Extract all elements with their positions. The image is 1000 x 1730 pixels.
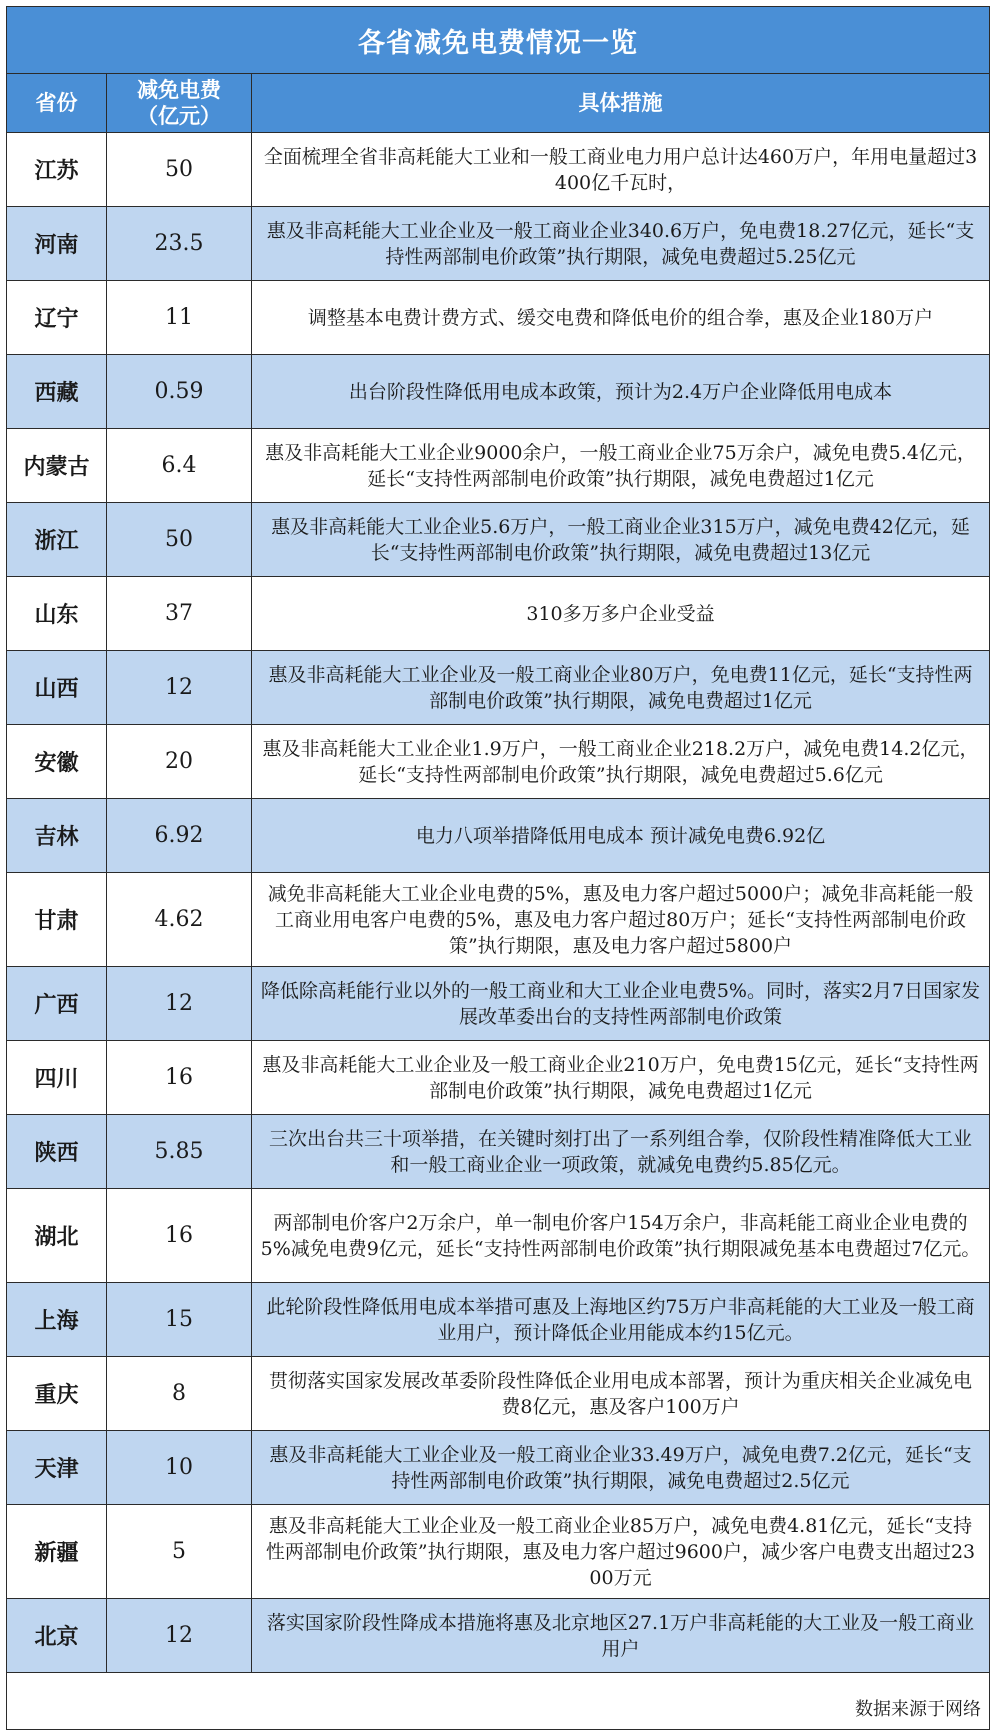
province-cell: 甘肃 — [7, 873, 107, 967]
province-cell: 天津 — [7, 1431, 107, 1505]
measures-cell: 减免非高耗能大工业企业电费的5%，惠及电力客户超过5000户；减免非高耗能一般工商业用电客户电费的5%，惠及电力客户超过80万户；延长“支持性两部制电价政策”执行期限，惠及电力客户超过5800户 — [252, 873, 990, 967]
measures-cell: 降低除高耗能行业以外的一般工商业和大工业企业电费5%。同时，落实2月7日国家发展改革委出台的支持性两部制电价政策 — [252, 967, 990, 1041]
table-row — [7, 1505, 990, 1599]
table-row — [7, 207, 990, 281]
amount-cell: 20 — [107, 725, 252, 799]
table-title: 各省减免电费情况一览 — [7, 7, 990, 74]
amount-cell: 12 — [107, 651, 252, 725]
province-cell: 上海 — [7, 1283, 107, 1357]
measures-cell: 惠及非高耗能大工业企业及一般工商业企业80万户，免电费11亿元，延长“支持性两部制电价政策”执行期限，减免电费超过1亿元 — [252, 651, 990, 725]
table-row — [7, 503, 990, 577]
electricity-fee-table-sheet — [6, 6, 989, 1730]
table-row — [7, 429, 990, 503]
header-amount-line2: （亿元） — [137, 104, 221, 128]
measures-cell: 惠及非高耗能大工业企业1.9万户，一般工商业企业218.2万户，减免电费14.2亿元，延长“支持性两部制电价政策”执行期限，减免电费超过5.6亿元 — [252, 725, 990, 799]
table-row — [7, 355, 990, 429]
table-row — [7, 967, 990, 1041]
province-cell: 辽宁 — [7, 281, 107, 355]
measures-cell: 两部制电价客户2万余户，单一制电价客户154万余户，非高耗能工商业企业电费的5%减免电费9亿元，延长“支持性两部制电价政策”执行期限减免基本电费超过7亿元。 — [252, 1189, 990, 1283]
province-cell: 北京 — [7, 1599, 107, 1673]
amount-cell: 12 — [107, 967, 252, 1041]
province-cell: 四川 — [7, 1041, 107, 1115]
amount-cell: 0.59 — [107, 355, 252, 429]
table-row — [7, 1599, 990, 1673]
amount-cell: 23.5 — [107, 207, 252, 281]
table-row — [7, 1189, 990, 1283]
table-row — [7, 1041, 990, 1115]
measures-cell: 出台阶段性降低用电成本政策，预计为2.4万户企业降低用电成本 — [252, 355, 990, 429]
province-cell: 广西 — [7, 967, 107, 1041]
data-source-note: 数据来源于网络 — [7, 1673, 990, 1730]
amount-cell: 8 — [107, 1357, 252, 1431]
province-cell: 新疆 — [7, 1505, 107, 1599]
header-province: 省份 — [7, 74, 107, 133]
table-body — [7, 133, 990, 1730]
measures-cell: 惠及非高耗能大工业企业5.6万户，一般工商业企业315万户，减免电费42亿元，延长“支持性两部制电价政策”执行期限，减免电费超过13亿元 — [252, 503, 990, 577]
table-row — [7, 1115, 990, 1189]
measures-cell: 310多万多户企业受益 — [252, 577, 990, 651]
table-row — [7, 1283, 990, 1357]
province-cell: 山东 — [7, 577, 107, 651]
table-row — [7, 281, 990, 355]
amount-cell: 50 — [107, 133, 252, 207]
amount-cell: 4.62 — [107, 873, 252, 967]
amount-cell: 6.4 — [107, 429, 252, 503]
province-cell: 浙江 — [7, 503, 107, 577]
province-cell: 陕西 — [7, 1115, 107, 1189]
measures-cell: 三次出台共三十项举措，在关键时刻打出了一系列组合拳，仅阶段性精准降低大工业和一般工商业企业一项政策，就减免电费约5.85亿元。 — [252, 1115, 990, 1189]
province-cell: 河南 — [7, 207, 107, 281]
measures-cell: 惠及非高耗能大工业企业及一般工商业企业85万户，减免电费4.81亿元，延长“支持性两部制电价政策”执行期限，惠及电力客户超过9600户，减少客户电费支出超过2300万元 — [252, 1505, 990, 1599]
province-cell: 湖北 — [7, 1189, 107, 1283]
header-amount — [107, 74, 252, 133]
province-cell: 西藏 — [7, 355, 107, 429]
table-row — [7, 133, 990, 207]
amount-cell: 5.85 — [107, 1115, 252, 1189]
table-row — [7, 651, 990, 725]
measures-cell: 全面梳理全省非高耗能大工业和一般工商业电力用户总计达460万户，年用电量超过3400亿千瓦时， — [252, 133, 990, 207]
table-row — [7, 1357, 990, 1431]
measures-cell: 惠及非高耗能大工业企业及一般工商业企业33.49万户，减免电费7.2亿元，延长“支持性两部制电价政策”执行期限，减免电费超过2.5亿元 — [252, 1431, 990, 1505]
measures-cell: 贯彻落实国家发展改革委阶段性降低企业用电成本部署，预计为重庆相关企业减免电费8亿元，惠及客户100万户 — [252, 1357, 990, 1431]
amount-cell: 37 — [107, 577, 252, 651]
header-amount-line1: 减免电费 — [137, 78, 221, 102]
province-cell: 重庆 — [7, 1357, 107, 1431]
table-row — [7, 873, 990, 967]
amount-cell: 6.92 — [107, 799, 252, 873]
table-row — [7, 1431, 990, 1505]
header-measures: 具体措施 — [252, 74, 990, 133]
amount-cell: 16 — [107, 1041, 252, 1115]
amount-cell: 50 — [107, 503, 252, 577]
amount-cell: 10 — [107, 1431, 252, 1505]
province-cell: 安徽 — [7, 725, 107, 799]
table-row — [7, 725, 990, 799]
measures-cell: 调整基本电费计费方式、缓交电费和降低电价的组合拳，惠及企业180万户 — [252, 281, 990, 355]
province-cell: 江苏 — [7, 133, 107, 207]
amount-cell: 15 — [107, 1283, 252, 1357]
amount-cell: 16 — [107, 1189, 252, 1283]
measures-cell: 落实国家阶段性降成本措施将惠及北京地区27.1万户非高耗能的大工业及一般工商业用户 — [252, 1599, 990, 1673]
measures-cell: 惠及非高耗能大工业企业及一般工商业企业210万户，免电费15亿元，延长“支持性两部制电价政策”执行期限，减免电费超过1亿元 — [252, 1041, 990, 1115]
province-cell: 山西 — [7, 651, 107, 725]
measures-cell: 电力八项举措降低用电成本 预计减免电费6.92亿 — [252, 799, 990, 873]
table-row — [7, 799, 990, 873]
province-cell: 吉林 — [7, 799, 107, 873]
measures-cell: 惠及非高耗能大工业企业9000余户，一般工商业企业75万余户，减免电费5.4亿元，延长“支持性两部制电价政策”执行期限，减免电费超过1亿元 — [252, 429, 990, 503]
measures-cell: 惠及非高耗能大工业企业及一般工商业企业340.6万户，免电费18.27亿元，延长“支持性两部制电价政策”执行期限，减免电费超过5.25亿元 — [252, 207, 990, 281]
amount-cell: 12 — [107, 1599, 252, 1673]
fee-reduction-table — [6, 6, 990, 1730]
table-row — [7, 577, 990, 651]
province-cell: 内蒙古 — [7, 429, 107, 503]
table-footer-row — [7, 1673, 990, 1730]
measures-cell: 此轮阶段性降低用电成本举措可惠及上海地区约75万户非高耗能的大工业及一般工商业用户，预计降低企业用能成本约15亿元。 — [252, 1283, 990, 1357]
amount-cell: 11 — [107, 281, 252, 355]
amount-cell: 5 — [107, 1505, 252, 1599]
